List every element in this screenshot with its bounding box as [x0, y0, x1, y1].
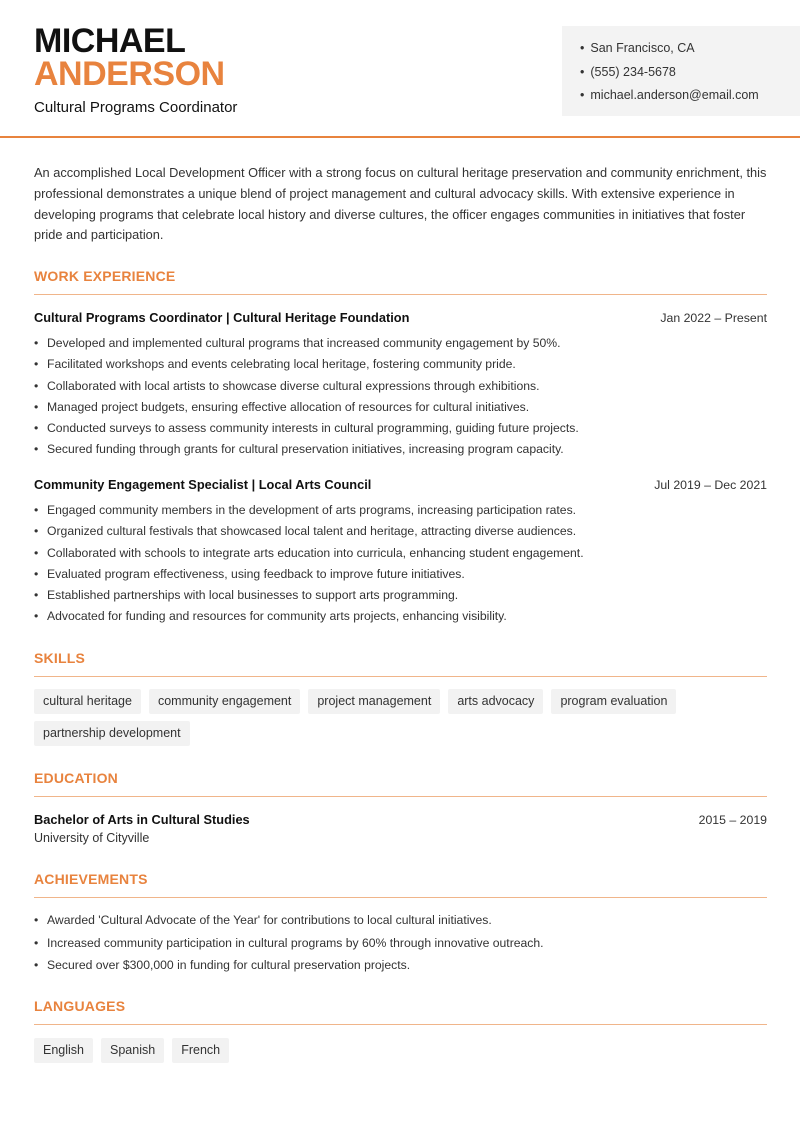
achievements-heading: ACHIEVEMENTS: [34, 871, 148, 887]
summary-text: An accomplished Local Development Officer with a strong focus on cultural heritage preservation and community enrichment, this professional demonstrates a unique blend of project management and cultural advocacy skills. With extensive experience in developing programs that celebrate local history and diverse cultures, the officer engages communities in initiatives that foster pride and participation.: [34, 165, 767, 243]
contact-phone: • (555) 234-5678: [580, 61, 800, 85]
list-item: • Engaged community members in the development of arts programs, increasing participation rates.: [34, 500, 774, 521]
list-item: • Conducted surveys to assess community interests in cultural programming, guiding future projects.: [34, 418, 774, 439]
contact-email[interactable]: • michael.anderson@email.com: [580, 84, 800, 108]
education-dates: 2015 – 2019: [698, 813, 767, 827]
skills-row-1: [34, 689, 676, 714]
education-entry: [34, 812, 767, 828]
job-entry-2: [34, 477, 767, 493]
school-name: University of Cityville: [34, 831, 150, 845]
section-divider: [34, 676, 767, 677]
section-divider: [34, 796, 767, 797]
list-item: • Facilitated workshops and events celebrating local heritage, fostering community pride.: [34, 354, 774, 375]
job-bullets-1: [34, 333, 774, 461]
language-chip: French: [172, 1038, 229, 1063]
skill-chip: partnership development: [34, 721, 190, 746]
contact-location: • San Francisco, CA: [580, 37, 800, 61]
skill-chip: program evaluation: [551, 689, 676, 714]
list-item: • Organized cultural festivals that showcased local talent and heritage, attracting diverse audiences.: [34, 521, 774, 542]
list-item: • Evaluated program effectiveness, using feedback to improve future initiatives.: [34, 564, 774, 585]
job-dates-1: Jan 2022 – Present: [660, 311, 767, 325]
list-item: • Managed project budgets, ensuring effective allocation of resources for cultural initiatives.: [34, 397, 774, 418]
list-item: • Awarded 'Cultural Advocate of the Year' for contributions to local cultural initiatives.: [34, 909, 774, 932]
job-title-1: Cultural Programs Coordinator | Cultural Heritage Foundation: [34, 310, 410, 325]
achievements-list: [34, 909, 774, 977]
degree-title: Bachelor of Arts in Cultural Studies: [34, 812, 250, 827]
resume-header: [0, 0, 800, 138]
skill-chip: cultural heritage: [34, 689, 141, 714]
language-chip: English: [34, 1038, 93, 1063]
list-item: • Collaborated with local artists to showcase diverse cultural expressions through exhibitions.: [34, 376, 774, 397]
section-divider: [34, 294, 767, 295]
skills-row-2: [34, 721, 190, 746]
list-item: • Increased community participation in cultural programs by 60% through innovative outreach.: [34, 932, 774, 955]
job-title-2: Community Engagement Specialist | Local Arts Council: [34, 477, 372, 492]
languages-row: [34, 1038, 229, 1063]
first-name: MICHAEL: [34, 22, 186, 60]
work-experience-heading: WORK EXPERIENCE: [34, 268, 176, 284]
languages-heading: LANGUAGES: [34, 998, 126, 1014]
list-item: • Advocated for funding and resources for community arts projects, enhancing visibility.: [34, 606, 774, 627]
job-title: Cultural Programs Coordinator: [34, 99, 238, 116]
section-divider: [34, 1024, 767, 1025]
skill-chip: community engagement: [149, 689, 300, 714]
list-item: • Established partnerships with local businesses to support arts programming.: [34, 585, 774, 606]
list-item: • Developed and implemented cultural programs that increased community engagement by 50%.: [34, 333, 774, 354]
job-dates-2: Jul 2019 – Dec 2021: [654, 478, 767, 492]
list-item: • Secured funding through grants for cultural preservation initiatives, increasing program capacity.: [34, 439, 774, 460]
job-bullets-2: [34, 500, 774, 628]
last-name: ANDERSON: [34, 55, 225, 93]
section-divider: [34, 897, 767, 898]
list-item: • Collaborated with schools to integrate arts education into curricula, enhancing student engagement.: [34, 543, 774, 564]
job-entry-1: [34, 310, 767, 326]
contact-box: [562, 26, 800, 116]
list-item: • Secured over $300,000 in funding for cultural preservation projects.: [34, 954, 774, 977]
education-heading: EDUCATION: [34, 770, 118, 786]
skill-chip: arts advocacy: [448, 689, 543, 714]
skill-chip: project management: [308, 689, 440, 714]
language-chip: Spanish: [101, 1038, 164, 1063]
skills-heading: SKILLS: [34, 650, 85, 666]
